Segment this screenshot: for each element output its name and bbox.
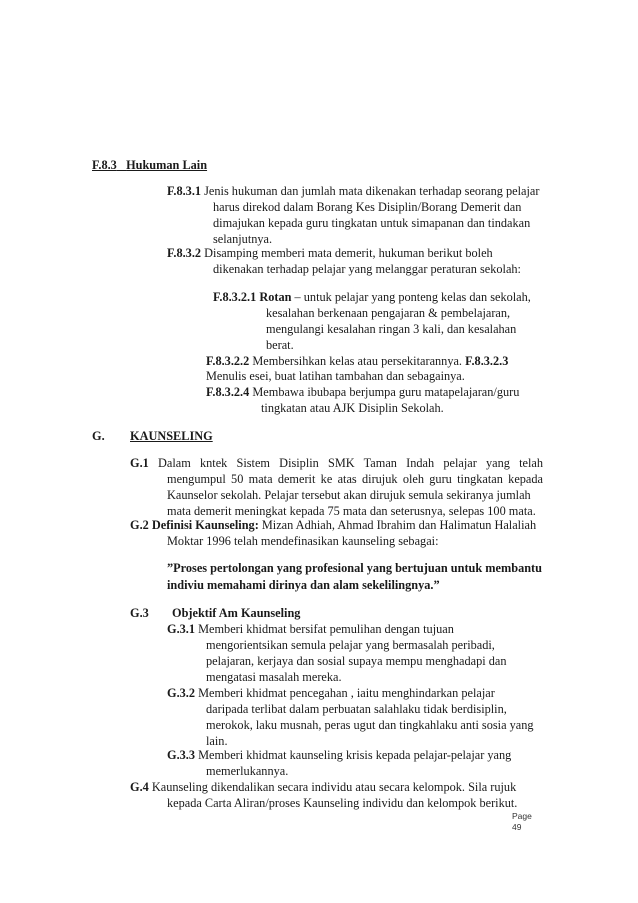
clause-code: F.8.3.2.2 bbox=[206, 354, 250, 368]
clause-code: F.8.3.2.3 bbox=[465, 354, 509, 368]
section-code: F.8.3 bbox=[92, 158, 117, 172]
clause-code: G.1 bbox=[130, 456, 149, 470]
clause-code: G.4 bbox=[130, 780, 149, 794]
paragraph-f831-line-3: dimajukan kepada guru tingkatan untuk simapanan dan tindakan bbox=[213, 216, 531, 230]
paragraph-f831-line-4: selanjutnya. bbox=[213, 232, 273, 246]
paragraph-f8321-line-1: F.8.3.2.1 Rotan – untuk pelajar yang ponteng kelas dan sekolah, bbox=[213, 290, 531, 304]
paragraph-g31-line-4: mengatasi masalah mereka. bbox=[206, 670, 342, 684]
paragraph-g2-line-2: Moktar 1996 telah mendefinasikan kaunseling sebagai: bbox=[167, 534, 439, 548]
section-code-g: G. bbox=[92, 429, 105, 443]
paragraph-g1-line-1: G.1 Dalam kntek Sistem Disiplin SMK Taman Indah pelajar yang telah bbox=[130, 456, 543, 470]
clause-code: G.3.2 bbox=[167, 686, 196, 700]
paragraph-g1-line-3: Kaunselor sekolah. Pelajar tersebut akan dirujuk semula sekiranya jumlah bbox=[167, 488, 531, 502]
subsection-code-g3: G.3 bbox=[130, 606, 149, 620]
subsection-title-g3: Objektif Am Kaunseling bbox=[172, 606, 301, 620]
quote-line-2: indiviu memahami dirinya dan alam sekelilingnya.” bbox=[167, 578, 440, 592]
clause-code: G.3.1 bbox=[167, 622, 196, 636]
page-footer bbox=[512, 811, 532, 833]
paragraph-g32-line-4: lain. bbox=[206, 734, 228, 748]
paragraph-f832-line-2: dikenakan terhadap pelajar yang melanggar peraturan sekolah: bbox=[213, 262, 521, 276]
paragraph-f8322: F.8.3.2.2 Membersihkan kelas atau persekitarannya. F.8.3.2.3 bbox=[206, 354, 509, 368]
clause-code: G.2 Definisi Kaunseling: bbox=[130, 518, 259, 532]
section-heading-f83 bbox=[92, 158, 207, 172]
page-number: 49 bbox=[512, 822, 522, 832]
clause-code: F.8.3.2.4 bbox=[206, 385, 250, 399]
paragraph-f831-line-1: F.8.3.1 Jenis hukuman dan jumlah mata dikenakan terhadap seorang pelajar bbox=[167, 184, 540, 198]
paragraph-f8321-line-3: mengulangi kesalahan ringan 3 kali, dan kesalahan bbox=[266, 322, 517, 336]
section-title: Hukuman Lain bbox=[126, 158, 208, 172]
paragraph-g1-line-2: mengumpul 50 mata demerit ke atas dirujuk oleh guru tingkatan kepada bbox=[167, 472, 543, 486]
paragraph-g31-line-1: G.3.1 Memberi khidmat bersifat pemulihan dengan tujuan bbox=[167, 622, 454, 636]
paragraph-f8324-line-2: tingkatan atau AJK Disiplin Sekolah. bbox=[261, 401, 444, 415]
section-title-kaunseling: KAUNSELING bbox=[130, 429, 213, 443]
clause-code: F.8.3.1 bbox=[167, 184, 202, 198]
paragraph-f8323: Menulis esei, buat latihan tambahan dan sebagainya. bbox=[206, 369, 465, 383]
clause-code: G.3.3 bbox=[167, 748, 196, 762]
paragraph-g4-line-2: kepada Carta Aliran/proses Kaunseling individu dan kelompok berikut. bbox=[167, 796, 518, 810]
paragraph-g31-line-3: pelajaran, kerjaya dan sosial supaya mempu menghadapi dan bbox=[206, 654, 507, 668]
paragraph-g4-line-1: G.4 Kaunseling dikendalikan secara individu atau secara kelompok. Sila rujuk bbox=[130, 780, 517, 794]
paragraph-g32-line-1: G.3.2 Memberi khidmat pencegahan , iaitu menghindarkan pelajar bbox=[167, 686, 495, 700]
paragraph-f831-line-2: harus direkod dalam Borang Kes Disiplin/Borang Demerit dan bbox=[213, 200, 522, 214]
paragraph-g32-line-2: daripada terlibat dalam perbuatan salahlaku tidak berdisiplin, bbox=[206, 702, 507, 716]
paragraph-g32-line-3: merokok, laku musnah, peras ugut dan tingkahlaku anti sosia yang bbox=[206, 718, 534, 732]
paragraph-g31-line-2: mengorientsikan semula pelajar yang bermasalah peribadi, bbox=[206, 638, 495, 652]
paragraph-f832-line-1: F.8.3.2 Disamping memberi mata demerit, hukuman berikut boleh bbox=[167, 246, 493, 260]
paragraph-g2-line-1: G.2 Definisi Kaunseling: Mizan Adhiah, Ahmad Ibrahim dan Halimatun Halaliah bbox=[130, 518, 537, 532]
paragraph-f8321-line-4: berat. bbox=[266, 338, 294, 352]
page-label: Page bbox=[512, 811, 532, 821]
quote-line-1: ”Proses pertolongan yang profesional yang bertujuan untuk membantu bbox=[167, 561, 542, 575]
paragraph-g1-line-4: mata demerit meningkat kepada 75 mata dan seterusnya, selepas 100 mata. bbox=[167, 504, 536, 518]
paragraph-g33-line-1: G.3.3 Memberi khidmat kaunseling krisis kepada pelajar-pelajar yang bbox=[167, 748, 512, 762]
clause-code: F.8.3.2 bbox=[167, 246, 202, 260]
paragraph-g33-line-2: memerlukannya. bbox=[206, 764, 289, 778]
clause-code: F.8.3.2.1 Rotan bbox=[213, 290, 292, 304]
paragraph-f8324-line-1: F.8.3.2.4 Membawa ibubapa berjumpa guru matapelajaran/guru bbox=[206, 385, 520, 399]
paragraph-f8321-line-2: kesalahan berkenaan pengajaran & pembelajaran, bbox=[266, 306, 511, 320]
